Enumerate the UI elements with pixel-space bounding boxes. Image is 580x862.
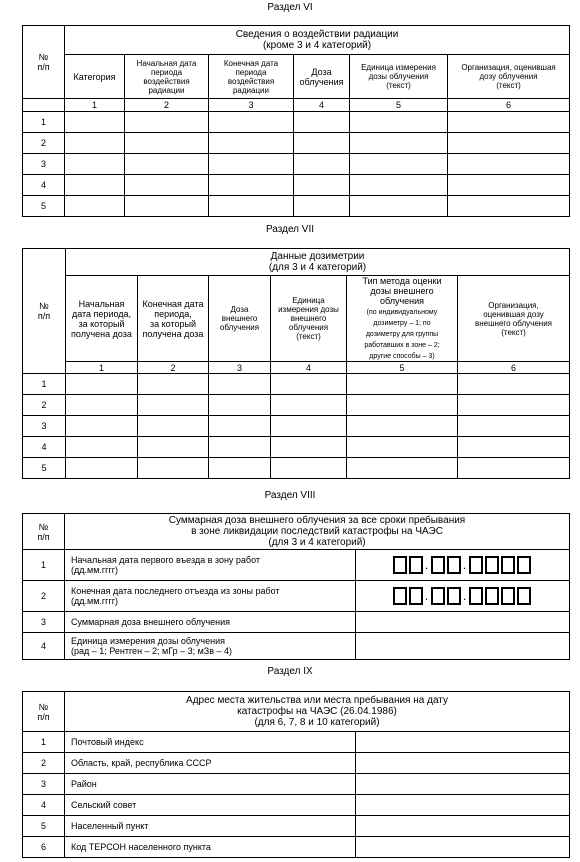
s7-method-header: Тип метода оценки дозы внешнего облучения (по индивидуальному дозиметру – 1; по дозиметру для группы работавших в зоне – 2; другие способы – 3) xyxy=(347,276,458,362)
row-number: 4 xyxy=(23,175,65,196)
row-number: 2 xyxy=(23,395,66,416)
row-number: 1 xyxy=(23,550,65,581)
s6-col-num: 6 xyxy=(448,99,570,112)
table-row xyxy=(23,374,570,395)
row-number: 4 xyxy=(23,437,66,458)
table-row xyxy=(23,175,570,196)
row-number: 2 xyxy=(23,753,65,774)
table-row xyxy=(23,633,570,660)
section-9-title: Раздел IX xyxy=(267,666,313,677)
row-number: 3 xyxy=(23,416,66,437)
table-row xyxy=(23,196,570,217)
s9-group-header: Адрес места жительства или места пребывания на дату катастрофы на ЧАЭС (26.04.1986) (для 6, 7, 8 и 10 категорий) xyxy=(65,692,570,732)
s6-no-header: № п/п xyxy=(23,26,65,99)
row-label: Код ТЕРСОН населенного пункта xyxy=(65,837,356,858)
s8-group-header: Суммарная доза внешнего облучения за все сроки пребывания в зоне ликвидации последствий катастрофы на ЧАЭС (для 3 и 4 категорий) xyxy=(65,514,570,550)
row-label: Единица измерения дозы облучения (рад – 1; Рентген – 2; мГр – 3; мЗв – 4) xyxy=(65,633,356,660)
s7-group-header: Данные дозиметрии (для 3 и 4 категорий) xyxy=(66,249,570,276)
section-6-table xyxy=(22,25,570,217)
row-number: 5 xyxy=(23,816,65,837)
s6-col-header: Начальная дата периода воздействия радиации xyxy=(125,55,209,99)
s7-col-num: 4 xyxy=(271,362,347,374)
table-row xyxy=(23,795,570,816)
s7-col-num: 3 xyxy=(209,362,271,374)
table-row xyxy=(23,133,570,154)
section-7-title: Раздел VII xyxy=(265,224,315,235)
row-number: 1 xyxy=(23,732,65,753)
table-row xyxy=(23,550,570,581)
table-row xyxy=(23,837,570,858)
s6-group-header: Сведения о воздействии радиации (кроме 3 и 4 категорий) xyxy=(65,26,570,55)
s6-col-num: 2 xyxy=(125,99,209,112)
s7-col-num: 2 xyxy=(138,362,209,374)
s7-col-header: Начальная дата периода, за который получена доза xyxy=(66,276,138,362)
s7-col-header: Доза внешнего облучения xyxy=(209,276,271,362)
section-8-table xyxy=(22,513,570,660)
s6-col-header: Единица измерения дозы облучения (текст) xyxy=(350,55,448,99)
row-number: 2 xyxy=(23,581,65,612)
s9-no-header: № п/п xyxy=(23,692,65,732)
s8-no-header: № п/п xyxy=(23,514,65,550)
table-row xyxy=(23,753,570,774)
row-number: 4 xyxy=(23,795,65,816)
row-number: 3 xyxy=(23,774,65,795)
table-row xyxy=(23,416,570,437)
table-row xyxy=(23,732,570,753)
s7-col-num: 5 xyxy=(347,362,458,374)
row-label: Район xyxy=(65,774,356,795)
s6-col-num: 4 xyxy=(294,99,350,112)
s6-col-num: 1 xyxy=(65,99,125,112)
row-number: 6 xyxy=(23,837,65,858)
row-label: Область, край, республика СССР xyxy=(65,753,356,774)
row-number: 4 xyxy=(23,633,65,660)
s7-no-header: № п/п xyxy=(23,249,66,374)
row-number: 5 xyxy=(23,196,65,217)
row-label: Населенный пункт xyxy=(65,816,356,837)
table-row xyxy=(23,612,570,633)
row-label: Начальная дата первого въезда в зону работ (дд.мм.гггг) xyxy=(65,550,356,581)
date-entry-boxes[interactable]: . . xyxy=(356,581,570,612)
s7-col-header: Конечная дата периода, за который получена доза xyxy=(138,276,209,362)
table-row xyxy=(23,458,570,479)
row-number: 3 xyxy=(23,154,65,175)
s7-col-header: Организация, оценившая дозу внешнего облучения (текст) xyxy=(458,276,570,362)
row-number: 1 xyxy=(23,112,65,133)
table-row xyxy=(23,437,570,458)
row-label: Суммарная доза внешнего облучения xyxy=(65,612,356,633)
table-row xyxy=(23,774,570,795)
row-number: 5 xyxy=(23,458,66,479)
date-entry-boxes[interactable]: . . xyxy=(356,550,570,581)
row-label: Почтовый индекс xyxy=(65,732,356,753)
s6-col-header: Доза облучения xyxy=(294,55,350,99)
table-row xyxy=(23,581,570,612)
s7-col-num: 1 xyxy=(66,362,138,374)
row-number: 2 xyxy=(23,133,65,154)
table-row xyxy=(23,112,570,133)
table-row xyxy=(23,395,570,416)
s6-col-num: 5 xyxy=(350,99,448,112)
section-9-table xyxy=(22,691,570,858)
section-6-title: Раздел VI xyxy=(267,2,313,13)
table-row xyxy=(23,154,570,175)
row-number: 1 xyxy=(23,374,66,395)
s6-col-header: Организация, оценившая дозу облучения (текст) xyxy=(448,55,570,99)
row-label: Сельский совет xyxy=(65,795,356,816)
table-row xyxy=(23,816,570,837)
s6-col-header: Категория xyxy=(65,55,125,99)
row-label: Конечная дата последнего отъезда из зоны работ (дд.мм.гггг) xyxy=(65,581,356,612)
row-number: 3 xyxy=(23,612,65,633)
s7-col-num: 6 xyxy=(458,362,570,374)
s6-col-header: Конечная дата периода воздействия радиации xyxy=(209,55,294,99)
s7-col-header: Единица измерения дозы внешнего облучения (текст) xyxy=(271,276,347,362)
s6-col-num: 3 xyxy=(209,99,294,112)
section-7-table xyxy=(22,248,570,479)
section-8-title: Раздел VIII xyxy=(264,490,316,501)
